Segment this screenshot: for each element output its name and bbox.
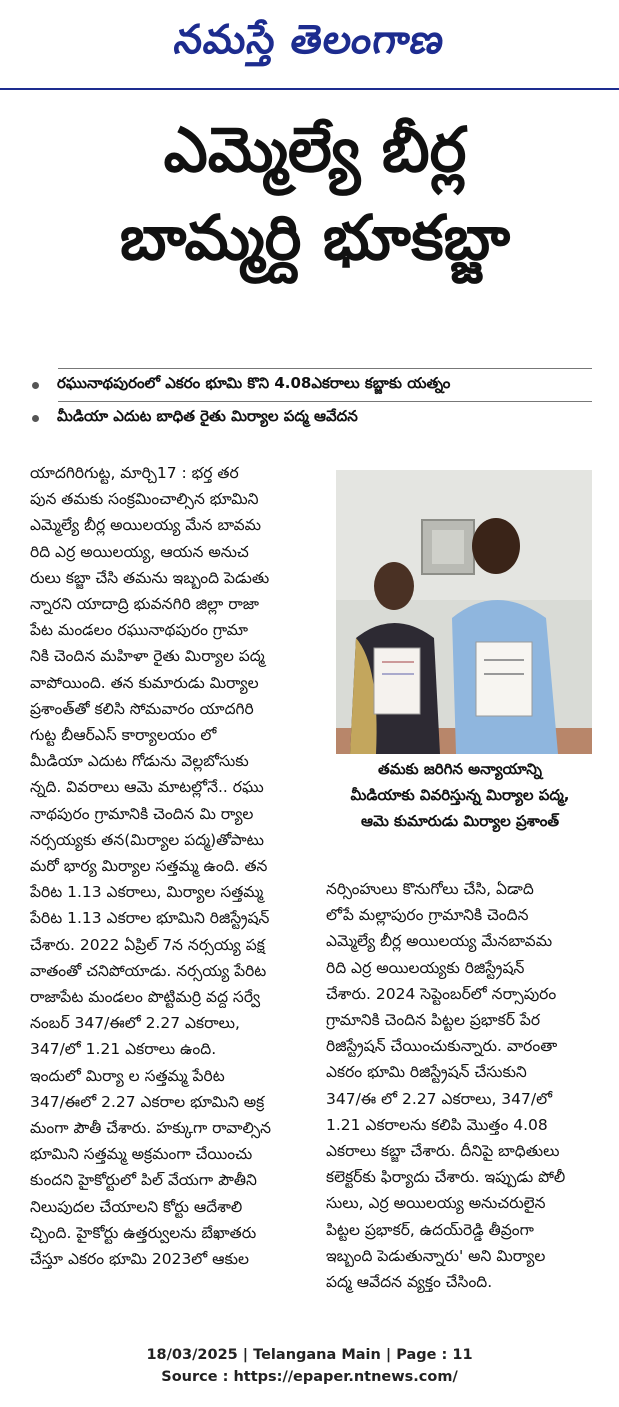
- bullet-item: [32, 402, 592, 434]
- article-line: పున తమకు సంక్రమించాల్సిన భూమిని: [30, 490, 259, 509]
- caption-line: మీడియాకు వివరిస్తున్న మిర్యాల పద్మ,: [350, 786, 570, 804]
- article-line: వాతంతో చనిపోయాడు. నర్సయ్య పేరిట: [30, 961, 267, 980]
- news-photo-illustration: [336, 470, 592, 754]
- article-line: పేరిట 1.13 ఎకరాల భూమిని రిజిస్ట్రేషన్: [30, 909, 270, 928]
- article-line: కుందని హైకోర్టులో పిల్ వేయగా పౌతీని: [30, 1171, 257, 1190]
- bullet-item: [32, 369, 592, 401]
- article-line: రిది ఎర్ర అయిలయ్యకు రిజిస్ట్రేషన్: [326, 958, 525, 977]
- article-line: ఇందులో మిర్యా ల సత్తమ్మ పేరిట: [30, 1066, 225, 1085]
- article-line: న్నది. వివరాలు ఆమె మాటల్లోనే.. రఘు: [30, 778, 264, 797]
- bullet-text: రఘునాథపురంలో ఎకరం భూమి కొని 4.08ఎకరాలు కబ్జాకు యత్నం: [57, 374, 451, 392]
- article-line: 1.21 ఎకరాలను కలిపి మొత్తం 4.08: [326, 1115, 548, 1134]
- article-line: చేశారు. 2022 ఏప్రిల్ 7న నర్సయ్య పక్ష: [30, 935, 265, 954]
- page-footer: [0, 1344, 619, 1388]
- article-line: నిలుపుదల చేయాలని కోర్టు ఆదేశాలి: [30, 1197, 243, 1216]
- article-line: ఎకరం భూమి రిజిస్ట్రేషన్ చేసుకుని: [326, 1063, 527, 1082]
- article-line: ఇబ్బంది పెడుతున్నారు' అని మిర్యాల: [326, 1246, 546, 1265]
- article-line: రులు కబ్జా చేసి తమను ఇబ్బంది పెడుతు: [30, 568, 270, 587]
- article-line: 347/ఈలో 2.27 ఎకరాల భూమిని అక్ర: [30, 1092, 265, 1111]
- article-line: మీడియా ఎదుట గోడును వెల్లబోసుకు: [30, 752, 249, 771]
- article-line: ఎమ్మెల్యే బీర్ల అయిలయ్య మేన బావమ: [30, 516, 262, 535]
- article-line: నంబర్ 347/ఈలో 2.27 ఎకరాలు,: [30, 1014, 240, 1033]
- masthead: [0, 0, 619, 88]
- article-line: గుట్ట బీఆర్‌ఎస్ కార్యాలయం లో: [30, 726, 217, 745]
- article-line: ప్రశాంత్‌తో కలిసి సోమవారం యాదగిరి: [30, 699, 254, 718]
- article-line: న్నారని యాదాద్రి భువనగిరి జిల్లా రాజా: [30, 595, 259, 614]
- article-line: భూమిని సత్తమ్మ అక్రమంగా చేయించు: [30, 1145, 253, 1164]
- bullet-dot-icon: [32, 382, 39, 389]
- article-line: రిజిస్ట్రేషన్ చేయించుకున్నారు. వారంతా: [326, 1037, 558, 1056]
- article-right-column: [326, 876, 594, 1295]
- article-line: పిట్టల ప్రభాకర్, ఉదయ్‌రెడ్డి తీవ్రంగా: [326, 1220, 534, 1239]
- subheading-bullets: [32, 368, 592, 434]
- article-line: వాపోయింది. తన కుమారుడు మిర్యాల: [30, 673, 259, 692]
- article-line: ఎకరాలు కబ్జా చేశారు. దీనిపై బాధితులు: [326, 1142, 560, 1161]
- bullet-text: మీడియా ఎదుట బాధిత రైతు మిర్యాల పద్మ ఆవేదన: [57, 407, 358, 425]
- article-line: రాజాపేట మండలం పొట్టిమర్రి వద్ద సర్వే: [30, 988, 261, 1007]
- article-line: గ్రామానికి చెందిన పిట్టల ప్రభాకర్ పేర: [326, 1011, 541, 1030]
- article-line: ఎమ్మెల్యే బీర్ల అయిలయ్య మేనబావమ: [326, 932, 553, 951]
- article-line: 347/లో 1.21 ఎకరాలు ఉంది.: [30, 1040, 217, 1059]
- article-line: నికి చెందిన మహిళా రైతు మిర్యాల పద్మ: [30, 647, 265, 666]
- article-line: చ్చింది. హైకోర్టు ఉత్తర్వులను బేఖాతరు: [30, 1223, 257, 1242]
- news-photo: [336, 470, 592, 754]
- article-line: చేశారు. 2024 సెప్టెంబర్‌లో నర్సాపురం: [326, 984, 557, 1003]
- article-line: పద్మ ఆవేదన వ్యక్తం చేసింది.: [326, 1273, 493, 1292]
- caption-line: తమకు జరిగిన అన్యాయాన్ని: [378, 760, 542, 778]
- masthead-divider: [0, 88, 619, 90]
- article-line: మంగా పౌతీ చేశారు. హక్కుగా రావాల్సిన: [30, 1119, 272, 1138]
- article-left-column: [30, 460, 312, 1272]
- photo-caption: [326, 756, 594, 834]
- article-line: సులు, ఎర్ర అయిలయ్య అనుచరులైన: [326, 1194, 546, 1213]
- article-line: పేట మండలం రఘునాథపురం గ్రామా: [30, 621, 249, 640]
- bullet-dot-icon: [32, 415, 39, 422]
- article-line: నర్సయ్యకు తన(మిర్యాల పద్మ)తోపాటు: [30, 830, 264, 849]
- newspaper-title: నమస్తే తెలంగాణ: [171, 15, 449, 63]
- headline: [30, 106, 600, 282]
- headline-line-2: బామ్మర్ది భూకబ్జా: [119, 201, 511, 274]
- footer-edition-info: 18/03/2025 | Telangana Main | Page : 11: [146, 1347, 473, 1363]
- article-line: పేరిట 1.13 ఎకరాలు, మిర్యాల సత్తమ్మ: [30, 883, 264, 902]
- footer-source: Source : https://epaper.ntnews.com/: [161, 1369, 458, 1385]
- article-line: నర్సింహులు కొనుగోలు చేసి, ఏడాది: [326, 880, 534, 898]
- article-line: కలెక్టర్‌కు ఫిర్యాదు చేశారు. ఇప్పుడు పోలీ: [326, 1168, 566, 1187]
- article-line: నాథపురం గ్రామానికి చెందిన మి ర్యాల: [30, 804, 254, 823]
- article-line: యాదగిరిగుట్ట, మార్చి17 : భర్త తర: [30, 464, 239, 482]
- article-line: 347/ఈ లో 2.27 ఎకరాలు, 347/లో: [326, 1089, 553, 1108]
- article-line: రిది ఎర్ర అయిలయ్య, ఆయన అనుచ: [30, 542, 249, 561]
- headline-line-1: ఎమ్మెల్యే బీర్ల: [163, 113, 467, 186]
- article-line: లోపే మల్లాపురం గ్రామానికి చెందిన: [326, 906, 529, 925]
- article-line: చేస్తూ ఎకరం భూమి 2023లో ఆకుల: [30, 1250, 249, 1269]
- caption-line: ఆమె కుమారుడు మిర్యాల ప్రశాంత్: [360, 812, 560, 830]
- article-line: మరో భార్య మిర్యాల సత్తమ్మ ఉంది. తన: [30, 857, 268, 876]
